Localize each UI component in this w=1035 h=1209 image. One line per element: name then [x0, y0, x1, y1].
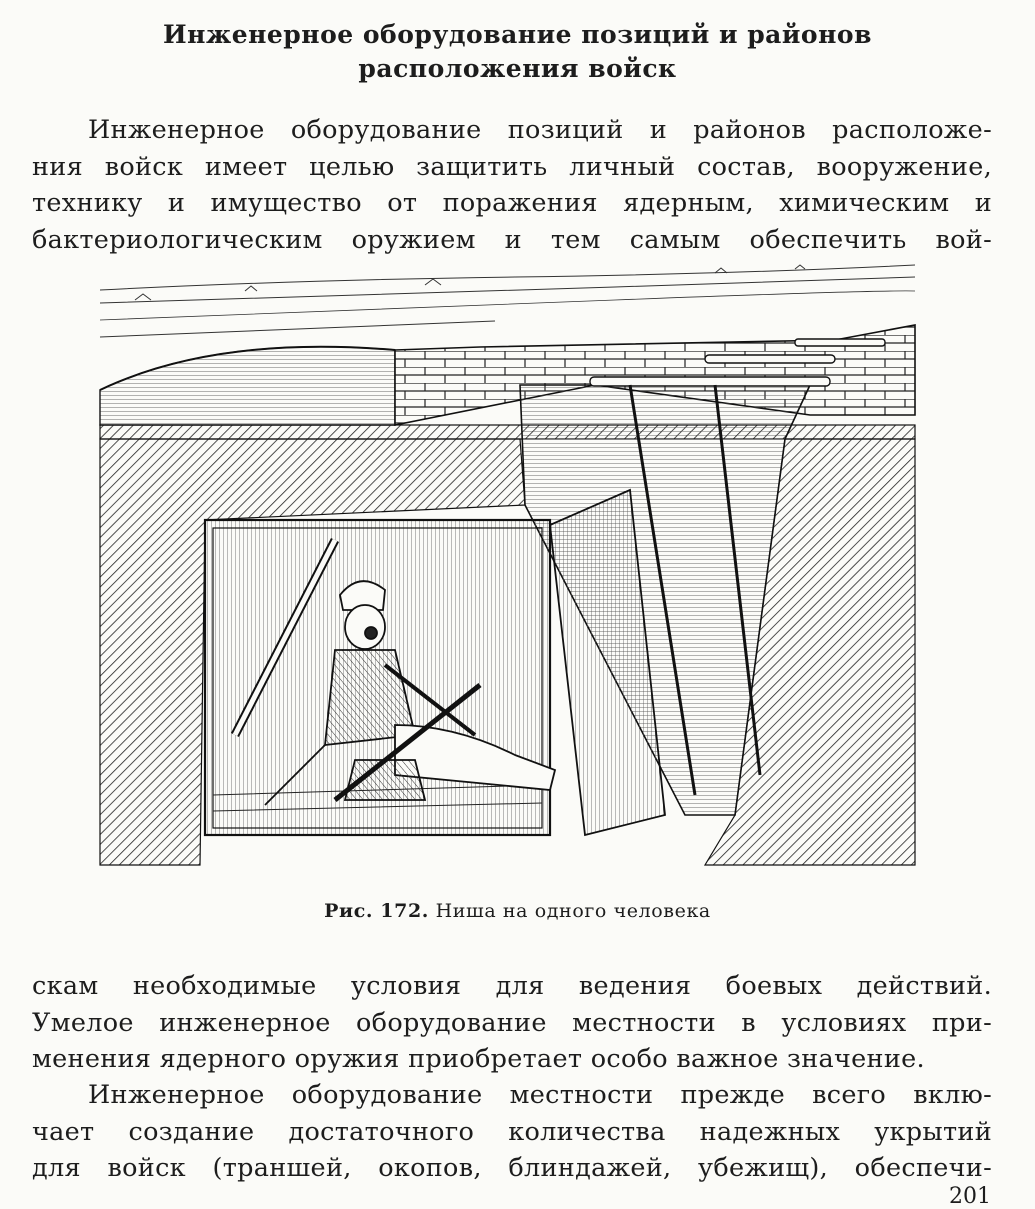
text-line: Инженерное оборудование местности прежде всего вклю-: [88, 1080, 992, 1110]
paragraph-next: [32, 1077, 992, 1187]
heading-line-1: Инженерное оборудование позиций и районов: [163, 20, 872, 49]
page-number: 201: [949, 1184, 991, 1209]
text-line: Инженерное оборудование позиций и районов расположе-: [88, 115, 992, 145]
text-line: Умелое инженерное оборудование местности в условиях при-: [32, 1007, 992, 1038]
landscape: [100, 265, 915, 337]
ground-surface: [100, 425, 915, 439]
text-line: скам необходимые условия для ведения боевых действий.: [32, 971, 992, 1001]
figure-caption: [0, 900, 1035, 922]
text-line: бактериологическим оружием и тем самым обеспечить вой-: [32, 224, 992, 255]
parapet-mound: [100, 347, 395, 425]
text-line: технику и имущество от поражения ядерным, химическим и: [32, 188, 992, 218]
caption-text: Ниша на одного человека: [435, 900, 711, 922]
text-line: для войск (траншей, окопов, блиндажей, убежищ), обеспечи-: [32, 1153, 992, 1183]
paragraph-intro: [32, 112, 992, 258]
caption-label: Рис. 172.: [324, 900, 429, 922]
text-line: менения ядерного оружия приобретает особо важное значение.: [32, 1044, 925, 1074]
text-line: ния войск имеет целью защитить личный состав, вооружение,: [32, 151, 992, 182]
section-heading: [0, 18, 1035, 86]
paragraph-continued: [32, 968, 992, 1078]
text-line: чает создание достаточного количества надежных укрытий: [32, 1116, 992, 1147]
heading-line-2: расположения войск: [358, 54, 677, 83]
trench-niche-illustration: [95, 255, 925, 885]
